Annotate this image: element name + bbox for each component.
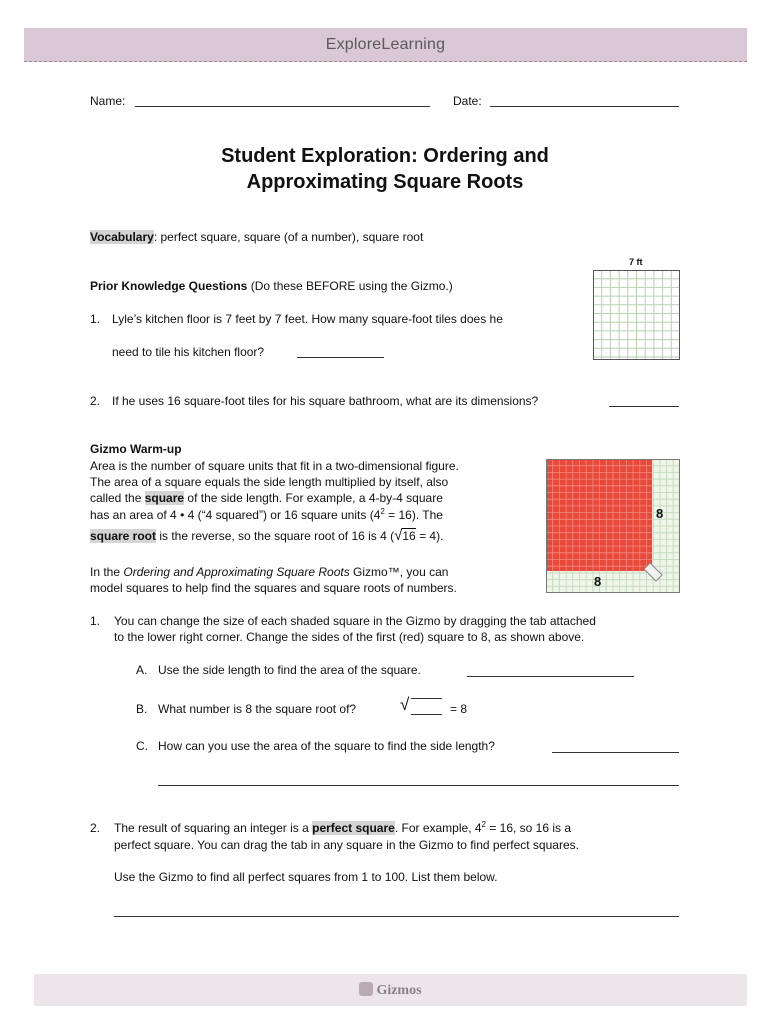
warmup-p1-line4: has an area of 4 • 4 (“4 squared”) or 16 square units $(4^2 = 16)$. The: [90, 507, 443, 522]
q1b-equals: = 8: [450, 702, 468, 716]
q1a-answer-field[interactable]: [467, 676, 634, 677]
radical-icon-2: √: [400, 695, 410, 714]
vocabulary-text: : perfect square, square (of a number), square root: [153, 230, 424, 244]
red-square-bottom-label: 8: [594, 574, 602, 589]
gizmos-logo: Gizmos: [34, 982, 747, 999]
prior-q2-number: 2.: [90, 394, 101, 408]
date-label: Date:: [453, 94, 482, 108]
name-label: Name:: [90, 94, 126, 108]
q2-line2: perfect square. You can drag the tab in any square in the Gizmo to find perfect squares.: [114, 838, 579, 852]
red-square-side-label: 8: [656, 506, 664, 521]
prior-q2-answer-field[interactable]: [609, 406, 679, 407]
explorelearning-logo: ExploreLearning: [325, 36, 446, 53]
q1-number: 1.: [90, 614, 101, 628]
warmup-p1-line3: called the square of the side length. For example, a 4-by-4 square: [90, 491, 443, 505]
gizmos-logo-icon: [359, 982, 373, 996]
term-perfect-square: perfect square: [312, 821, 395, 835]
term-square: square: [144, 491, 185, 505]
warmup-heading: Gizmo Warm-up: [90, 442, 182, 456]
prior-q1-text-2: need to tile his kitchen floor?: [112, 345, 265, 359]
q2-answer-line[interactable]: [114, 916, 679, 917]
vocabulary: [90, 229, 423, 245]
term-square-root: square root: [90, 529, 157, 543]
q1-line2: to the lower right corner. Change the sides of the first (red) square to 8, as shown above.: [114, 630, 585, 644]
kitchen-floor-grid: [593, 270, 680, 360]
q1b-text: What number is 8 the square root of?: [158, 702, 357, 716]
warmup-p2-line2: model squares to help find the squares and square roots of numbers.: [90, 581, 457, 595]
warmup-p1-line5: square root is the reverse, so the square root of 16 is 4 (√16 = 4).: [90, 527, 444, 544]
prior-q1-number: 1.: [90, 312, 101, 326]
prior-knowledge-heading: Prior Knowledge Questions (Do these BEFORE using the Gizmo.): [90, 279, 453, 293]
name-field[interactable]: [135, 106, 430, 107]
warmup-p1-line2: The area of a square equals the side length multiplied by itself, also: [90, 475, 449, 489]
vocabulary-label: Vocabulary: [90, 230, 154, 244]
q1b-answer-field[interactable]: [411, 714, 442, 715]
q1c-answer-line-2[interactable]: [158, 785, 679, 786]
warmup-p2-line1: In the Ordering and Approximating Square Roots Gizmo™, you can: [90, 565, 449, 579]
q1c-answer-field[interactable]: [552, 752, 679, 753]
page-title-line2: Approximating Square Roots: [246, 171, 524, 193]
q1c-text: How can you use the area of the square to find the side length?: [158, 739, 495, 753]
prior-q2-text: If he uses 16 square-foot tiles for his square bathroom, what are its dimensions?: [112, 394, 539, 408]
q2-line1: The result of squaring an integer is a perfect square. For example, $4^2 = 16$, so 16 is a: [114, 820, 572, 835]
prior-q1-text: Lyle’s kitchen floor is 7 feet by 7 feet. How many square-foot tiles does he: [112, 312, 503, 326]
footer-band: [34, 974, 747, 1006]
radical-vinculum: [411, 698, 442, 699]
q2-number: 2.: [90, 821, 101, 835]
q1b-label: B.: [136, 702, 148, 716]
gizmo-red-square-figure: [546, 459, 680, 593]
warmup-p1-line1: Area is the number of square units that fit in a two-dimensional figure.: [90, 459, 459, 473]
radical-icon: √: [394, 527, 403, 544]
q1a-text: Use the side length to find the area of the square.: [158, 663, 421, 677]
q1a-label: A.: [136, 663, 148, 677]
date-field[interactable]: [490, 106, 679, 107]
prior-q1-answer-field[interactable]: [297, 357, 384, 358]
page-title-line1: Student Exploration: Ordering and: [221, 145, 549, 167]
q2-line3: Use the Gizmo to find all perfect squares from 1 to 100. List them below.: [114, 870, 498, 884]
grid-label-7ft: 7 ft: [629, 257, 643, 267]
q1c-label: C.: [136, 739, 148, 753]
header-band: [24, 28, 747, 62]
q1-line1: You can change the size of each shaded square in the Gizmo by dragging the tab attached: [114, 614, 596, 628]
